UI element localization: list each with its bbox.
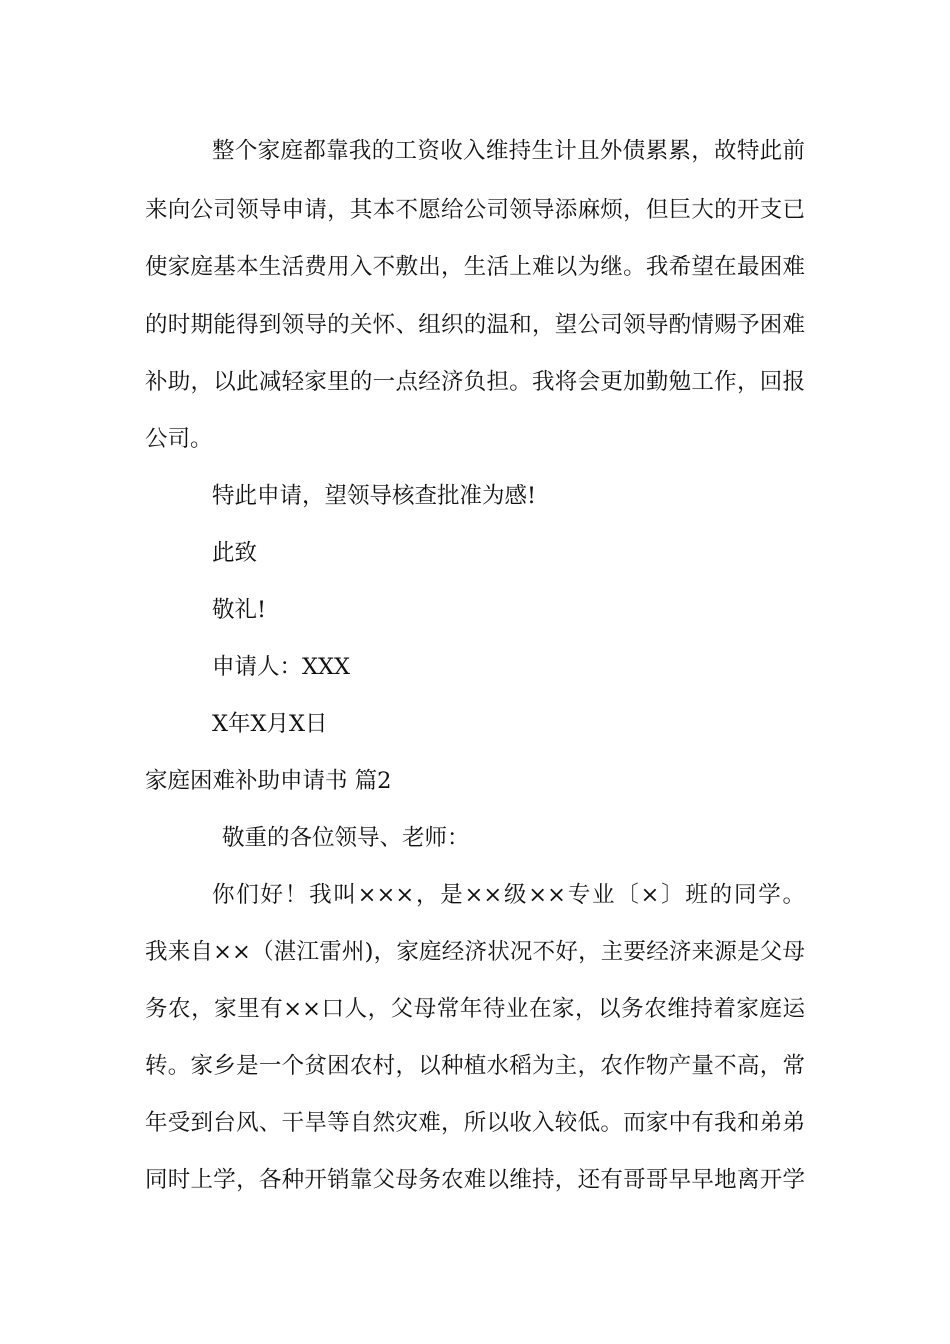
paragraph-line: 来向公司领导申请，其本不愿给公司领导添麻烦，但巨大的开支已 [145,197,805,223]
paragraph-line: 你们好！我叫×××，是××级××专业〔×〕班的同学。 [212,882,805,908]
paragraph-line: 务农，家里有××口人，父母常年待业在家，以务农维持着家庭运 [145,996,805,1022]
salutation: 敬重的各位领导、老师： [222,825,470,851]
paragraph-line: 的时期能得到领导的关怀、组织的温和，望公司领导酌情赐予困难 [145,312,805,338]
closing-request: 特此申请，望领导核查批准为感! [212,483,537,509]
paragraph-line: 整个家庭都靠我的工资收入维持生计且外债累累，故特此前 [212,138,805,164]
section-heading: 家庭困难补助申请书 篇2 [145,768,392,794]
applicant-signature: 申请人：XXX [212,654,351,680]
paragraph-line: 使家庭基本生活费用入不敷出，生活上难以为继。我希望在最困难 [145,254,805,280]
paragraph-line: 转。家乡是一个贫困农村，以种植水稻为主，农作物产量不高，常 [145,1053,805,1079]
paragraph-line: 年受到台风、干旱等自然灾难，所以收入较低。而家中有我和弟弟 [145,1110,805,1136]
paragraph-line: 公司。 [145,426,213,452]
paragraph-line: 同时上学，各种开销靠父母务农难以维持，还有哥哥早早地离开学 [145,1167,805,1193]
salute: 敬礼! [212,597,267,623]
date-line: X年X月X日 [212,711,328,737]
greeting-close: 此致 [212,540,258,566]
paragraph-line: 我来自××（湛江雷州)，家庭经济状况不好，主要经济来源是父母 [145,939,805,965]
paragraph-line: 补助，以此减轻家里的一点经济负担。我将会更加勤勉工作，回报 [145,369,805,395]
